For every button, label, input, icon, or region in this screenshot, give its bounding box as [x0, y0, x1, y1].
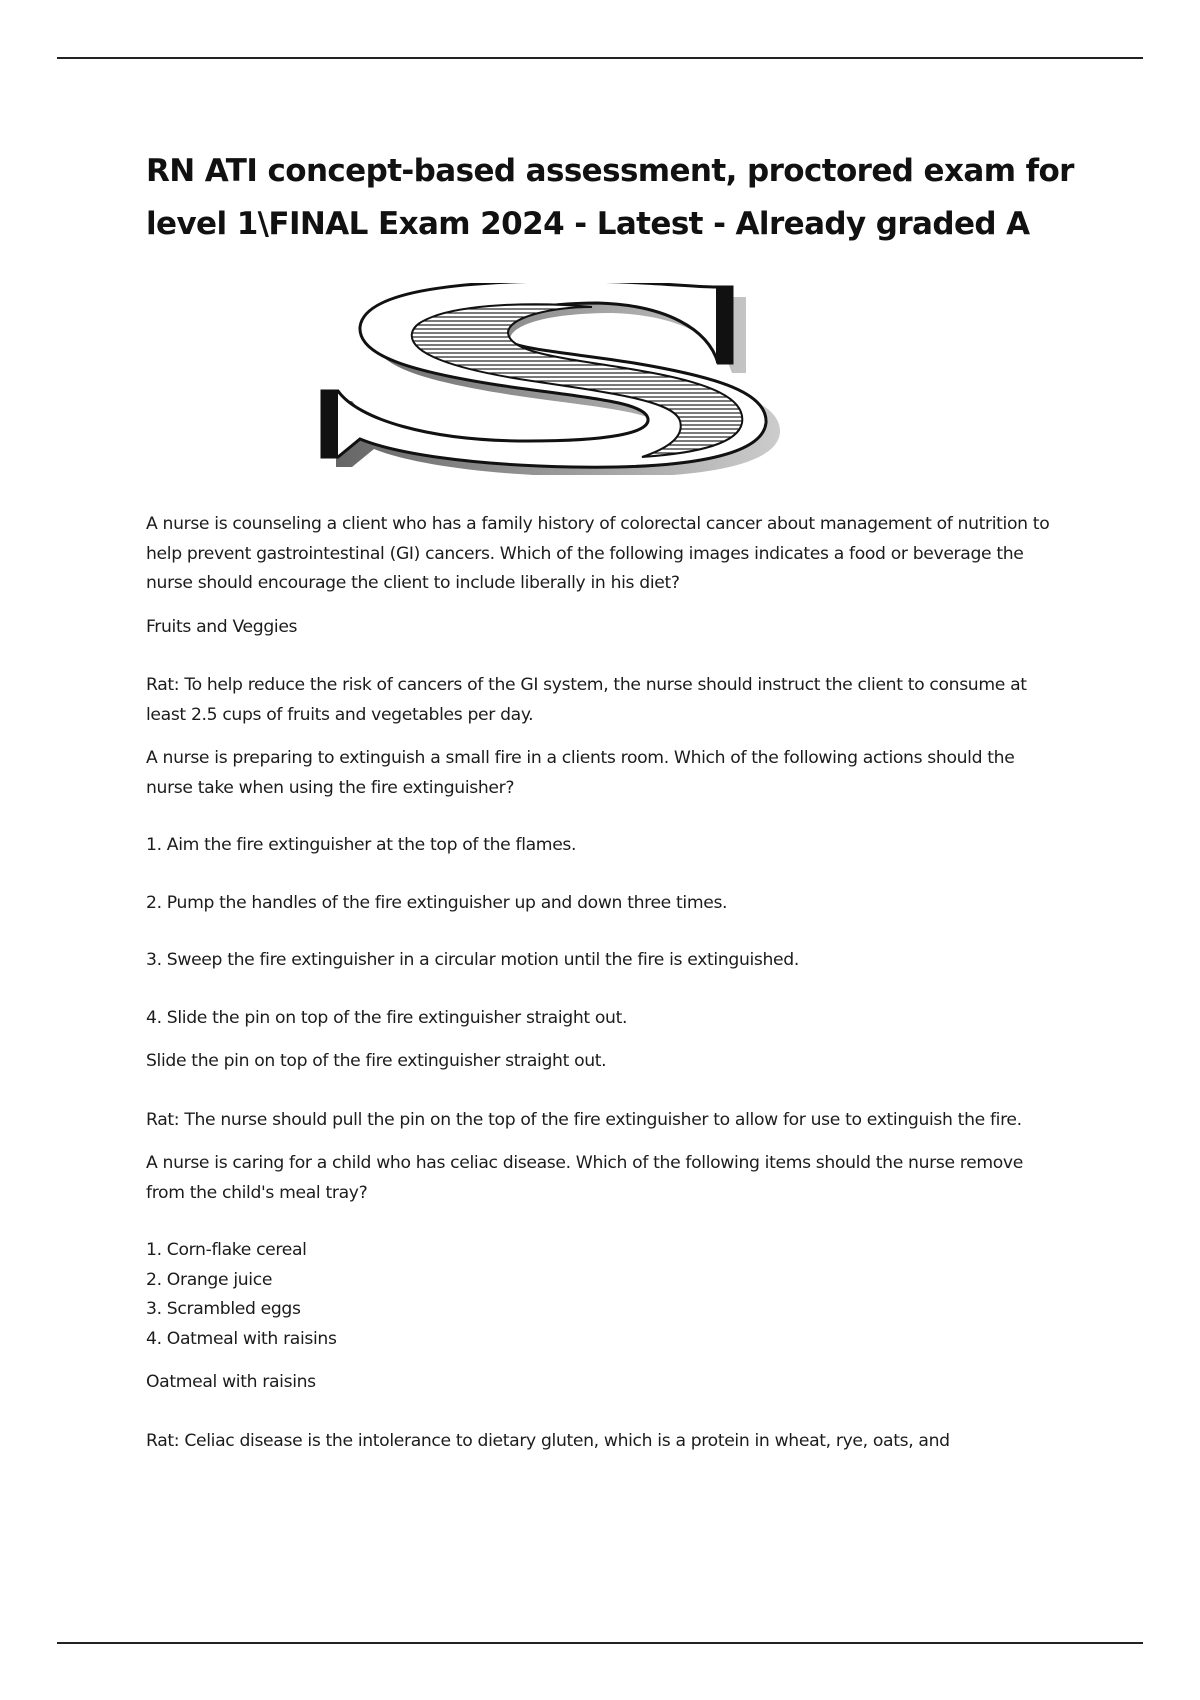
question-2-option-2: 2. Pump the handles of the fire extinguisher up and down three times.	[146, 892, 728, 913]
s-logo-image	[312, 283, 804, 475]
header-rule	[57, 57, 1143, 59]
question-3-text: A nurse is caring for a child who has celiac disease. Which of the following items should the nurse remove from the child's meal tray?	[146, 1153, 1023, 1203]
question-3-answer: Oatmeal with raisins	[146, 1372, 316, 1392]
question-3-option-2: 2. Orange juice	[146, 1269, 273, 1290]
footer-rule	[57, 1642, 1143, 1644]
question-2-answer: Slide the pin on top of the fire extinguisher straight out.	[146, 1051, 607, 1071]
question-2-text: A nurse is preparing to extinguish a small fire in a clients room. Which of the following actions should the nurse take when using the fire extinguisher?	[146, 748, 1015, 798]
question-1-text: A nurse is counseling a client who has a family history of colorectal cancer about management of nutrition to help prevent gastrointestinal (GI) cancers. Which of the following images indicates a food or beverage the nurse should encourage the client to include liberally in his diet?	[146, 514, 1050, 593]
question-2-rationale: Rat: The nurse should pull the pin on the top of the fire extinguisher to allow for use to extinguish the fire.	[146, 1109, 1022, 1130]
question-2-option-4: 4. Slide the pin on top of the fire extinguisher straight out.	[146, 1007, 628, 1028]
question-3-option-4: 4. Oatmeal with raisins	[146, 1328, 337, 1349]
question-3-rationale: Rat: Celiac disease is the intolerance to dietary gluten, which is a protein in wheat, rye, oats, and	[146, 1430, 950, 1451]
question-2-option-3: 3. Sweep the fire extinguisher in a circular motion until the fire is extinguished.	[146, 950, 799, 970]
question-3-option-1: 1. Corn-flake cereal	[146, 1240, 307, 1260]
question-3-option-3: 3. Scrambled eggs	[146, 1299, 301, 1319]
document-title: RN ATI concept-based assessment, proctored exam for level 1\FINAL Exam 2024 - Latest - Already graded A	[146, 153, 1074, 242]
document-body	[146, 510, 1066, 1456]
question-1-answer: Fruits and Veggies	[146, 616, 298, 637]
question-1-rationale: Rat: To help reduce the risk of cancers of the GI system, the nurse should instruct the client to consume at least 2.5 cups of fruits and vegetables per day.	[146, 675, 1027, 725]
question-2-option-1: 1. Aim the fire extinguisher at the top of the flames.	[146, 835, 577, 855]
